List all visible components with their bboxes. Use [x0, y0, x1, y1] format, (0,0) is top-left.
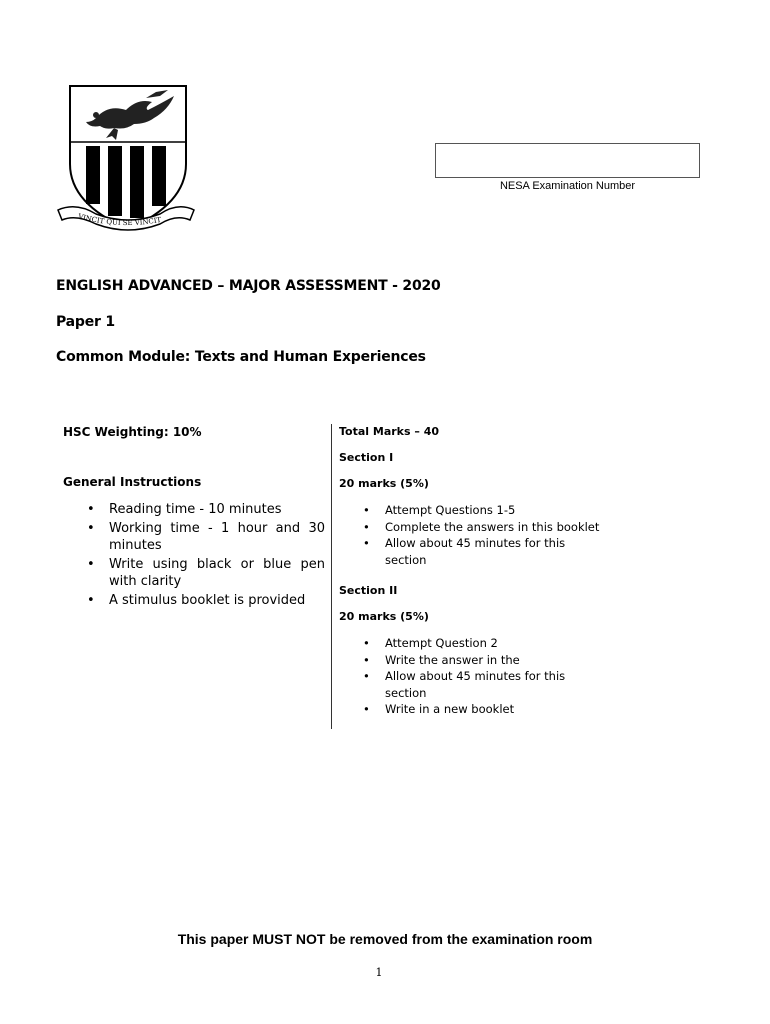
list-item: • Write the answer in the — [339, 652, 629, 669]
page-title: ENGLISH ADVANCED – MAJOR ASSESSMENT - 2020 — [56, 278, 441, 294]
crest-motto: VINCIT QUI SE VINCIT — [77, 212, 162, 228]
list-item: • Write in a new booklet — [339, 701, 629, 718]
list-item: • Allow about 45 minutes for this section — [339, 668, 575, 701]
left-column — [63, 424, 325, 611]
section-1-list — [339, 502, 629, 568]
page-number: 1 — [375, 966, 383, 979]
school-crest-icon — [56, 84, 196, 234]
section-2-label: Section II — [339, 584, 398, 597]
right-column — [339, 424, 629, 718]
list-item: • Complete the answers in this booklet — [339, 519, 629, 536]
list-item: • Attempt Question 2 — [339, 635, 629, 652]
instructions-heading: General Instructions — [63, 475, 202, 489]
exam-number-field[interactable] — [435, 143, 700, 178]
list-item: • A stimulus booklet is provided — [63, 592, 325, 609]
list-item: • Reading time - 10 minutes — [63, 501, 325, 518]
section-2-list — [339, 635, 629, 718]
section-1-label: Section I — [339, 451, 394, 464]
exam-number-label: NESA Examination Number — [499, 180, 636, 192]
list-item: • Working time - 1 hour and 30 minutes — [63, 520, 325, 554]
footer-note: This paper MUST NOT be removed from the examination room — [177, 931, 593, 947]
paper-number: Paper 1 — [56, 314, 115, 330]
list-item: • Allow about 45 minutes for this section — [339, 535, 575, 568]
hsc-weighting: HSC Weighting: 10% — [63, 425, 202, 439]
module-title: Common Module: Texts and Human Experiences — [56, 349, 426, 365]
section-1-marks: 20 marks (5%) — [339, 477, 429, 490]
section-2-marks: 20 marks (5%) — [339, 610, 429, 623]
column-divider — [331, 424, 332, 729]
total-marks: Total Marks – 40 — [339, 425, 440, 438]
instructions-list — [63, 501, 325, 609]
list-item: • Write using black or blue pen with clarity — [63, 556, 325, 590]
list-item: • Attempt Questions 1-5 — [339, 502, 629, 519]
